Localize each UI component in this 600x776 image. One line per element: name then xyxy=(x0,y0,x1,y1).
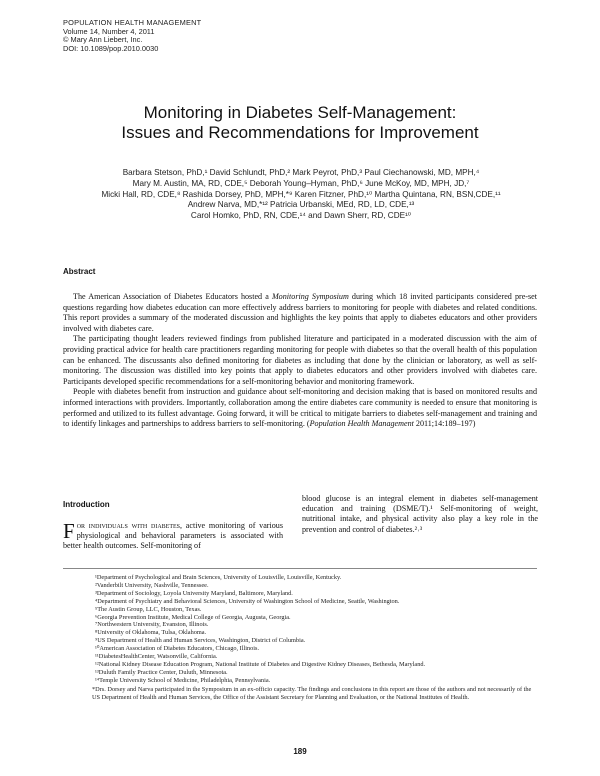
footnote-10: ¹⁰American Association of Diabetes Educators, Chicago, Illinois. xyxy=(95,645,260,653)
footnote-9: ⁹US Department of Health and Human Services, Washington, District of Columbia. xyxy=(95,637,306,645)
footnote-13: ¹³Duluth Family Practice Center, Duluth, Minnesota. xyxy=(95,668,228,676)
abstract-heading: Abstract xyxy=(63,267,96,276)
doi-line: DOI: 10.1089/pop.2010.0030 xyxy=(63,43,159,53)
journal-header xyxy=(63,19,201,53)
abstract-p3-citation: 2011;14:189–197) xyxy=(413,419,476,429)
abstract-p1-italic: Monitoring Symposium xyxy=(271,292,349,301)
journal-volume: Volume 14, Number 4, 2011 xyxy=(63,26,155,36)
intro-right-text: blood glucose is an integral element in diabetes self-management education and training (DSME/T).¹ Self-monitoring of weight, nutritional intake, and physical activity also play a key role in the prevention and control of diabetes.²˒³ xyxy=(302,494,538,534)
abstract-paragraph-1 xyxy=(63,292,537,334)
author-list xyxy=(60,168,542,222)
drop-cap: F xyxy=(63,519,75,543)
disclaimer-note: *Drs. Dorsey and Narva participated in the Symposium in an ex-officio capacity. The findings and conclusions in this report are those of the authors and not necessarily of the US Department of Health and Human Services, the Office of the Assistant Secretary for Planning and Evaluation, or the National Institutes of Health. xyxy=(92,685,532,701)
abstract-p3-text: People with diabetes benefit from instruction and guidance about self-monitoring and decision making that is based on monitored results and informed interactions with providers. Importantly, collaboration among the entire diabetes care community is needed to ensure that monitoring is performed and utilized to its fullest advantage. Going forward, it will be critical to mitigate barriers to diabetes self-management and training and to identify linkages and partnerships to address barriers to self-monitoring. ( xyxy=(63,387,537,429)
footnote-8: ⁸University of Oklahoma, Tulsa, Oklahoma. xyxy=(95,629,207,637)
authors-line-2: Mary M. Austin, MA, RD, CDE,⁵ Deborah Young–Hyman, PhD,⁶ June McKoy, MD, MPH, JD,⁷ xyxy=(132,178,470,188)
introduction-heading: Introduction xyxy=(63,500,110,509)
footnote-6: ⁶Georgia Prevention Institute, Medical College of Georgia, Augusta, Georgia. xyxy=(95,613,291,621)
footnote-7: ⁷Northwestern University, Evanston, Illinois. xyxy=(95,621,209,629)
abstract-paragraph-3 xyxy=(63,387,537,429)
authors-line-4: Andrew Narva, MD,*¹² Patricia Urbanski, MEd, RD, LD, CDE,¹³ xyxy=(187,200,415,210)
intro-smallcaps: or individuals with diabetes, xyxy=(76,521,183,530)
copyright-line: © Mary Ann Liebert, Inc. xyxy=(63,35,143,45)
article-title xyxy=(0,103,600,143)
title-line-1: Monitoring in Diabetes Self-Management: xyxy=(143,103,457,122)
footnote-1: ¹Department of Psychological and Brain Sciences, University of Louisville, Louisville, Kentucky. xyxy=(95,574,342,581)
abstract-p3-journal: Population Health Management xyxy=(309,419,414,429)
page-number: 189 xyxy=(293,747,307,756)
journal-name: POPULATION HEALTH MANAGEMENT xyxy=(63,18,202,27)
authors-line-3: Micki Hall, RD, CDE,⁸ Rashida Dorsey, PhD, MPH,*⁹ Karen Fitzner, PhD,¹⁰ Martha Quintana, RN, BSN,CDE,¹¹ xyxy=(101,189,501,199)
authors-line-5: Carol Homko, PhD, RN, CDE,¹⁴ and Dawn Sherr, RD, CDE¹⁰ xyxy=(190,211,412,221)
abstract-p1-text: The American Association of Diabetes Educators hosted a xyxy=(73,292,272,301)
abstract-p1-text-end: during which 18 invited participants considered pre-set questions regarding how diabetes education can more effectively address barriers to monitoring for people with diabetes and related conditions. This report provides a summary of the moderated discussion and highlights the key points that apply to diabetes educators and other providers involved with diabetes care. xyxy=(63,292,537,333)
authors-line-1: Barbara Stetson, PhD,¹ David Schlundt, PhD,² Mark Peyrot, PhD,³ Paul Ciechanowski, MD, MPH,⁴ xyxy=(122,168,480,177)
intro-left-text: active monitoring of various physiological and behavioral parameters is associated with better health outcomes. Self-monitoring of xyxy=(63,521,283,551)
abstract-body xyxy=(63,292,537,430)
footnote-4: ⁴Department of Psychiatry and Behavioral Sciences, University of Washington School of Medicine, Seattle, Washington. xyxy=(95,597,400,605)
footnote-14: ¹⁴Temple University School of Medicine, Philadelphia, Pennsylvania. xyxy=(95,676,271,684)
footnote-11: ¹¹DiabetesHealthCenter, Watsonville, California. xyxy=(95,653,218,661)
footnote-2: ²Vanderbilt University, Nashville, Tennessee. xyxy=(95,581,209,589)
footnotes xyxy=(92,574,537,702)
intro-paragraph xyxy=(63,521,283,552)
title-line-2: Issues and Recommendations for Improvement xyxy=(121,123,479,142)
footnote-5: ⁵The Austin Group, LLC, Houston, Texas. xyxy=(95,605,202,613)
abstract-paragraph-2: The participating thought leaders reviewed findings from published literature and participated in a moderated discussion with the aim of providing practical advice for health care practitioners regarding monitoring for people with diabetes so that the overall health of this population can be enhanced. The discussants also defined monitoring for diabetes as including that done by the clinician or laboratory, as well as self-monitoring. The discussion was distilled into key points that apply to diabetes educators and other providers involved with diabetes care. Participants developed specific recommendations for a self-monitoring behavior and monitoring framework. xyxy=(63,334,537,386)
footnote-divider xyxy=(63,568,537,569)
footnote-12: ¹²National Kidney Disease Education Program, National Institute of Diabetes and Digestive Kidney Diseases, Bethesda, Maryland. xyxy=(95,660,426,668)
footnote-3: ³Department of Sociology, Loyola University Maryland, Baltimore, Maryland. xyxy=(95,589,293,597)
intro-column-left xyxy=(63,521,283,552)
intro-column-right xyxy=(302,494,538,535)
